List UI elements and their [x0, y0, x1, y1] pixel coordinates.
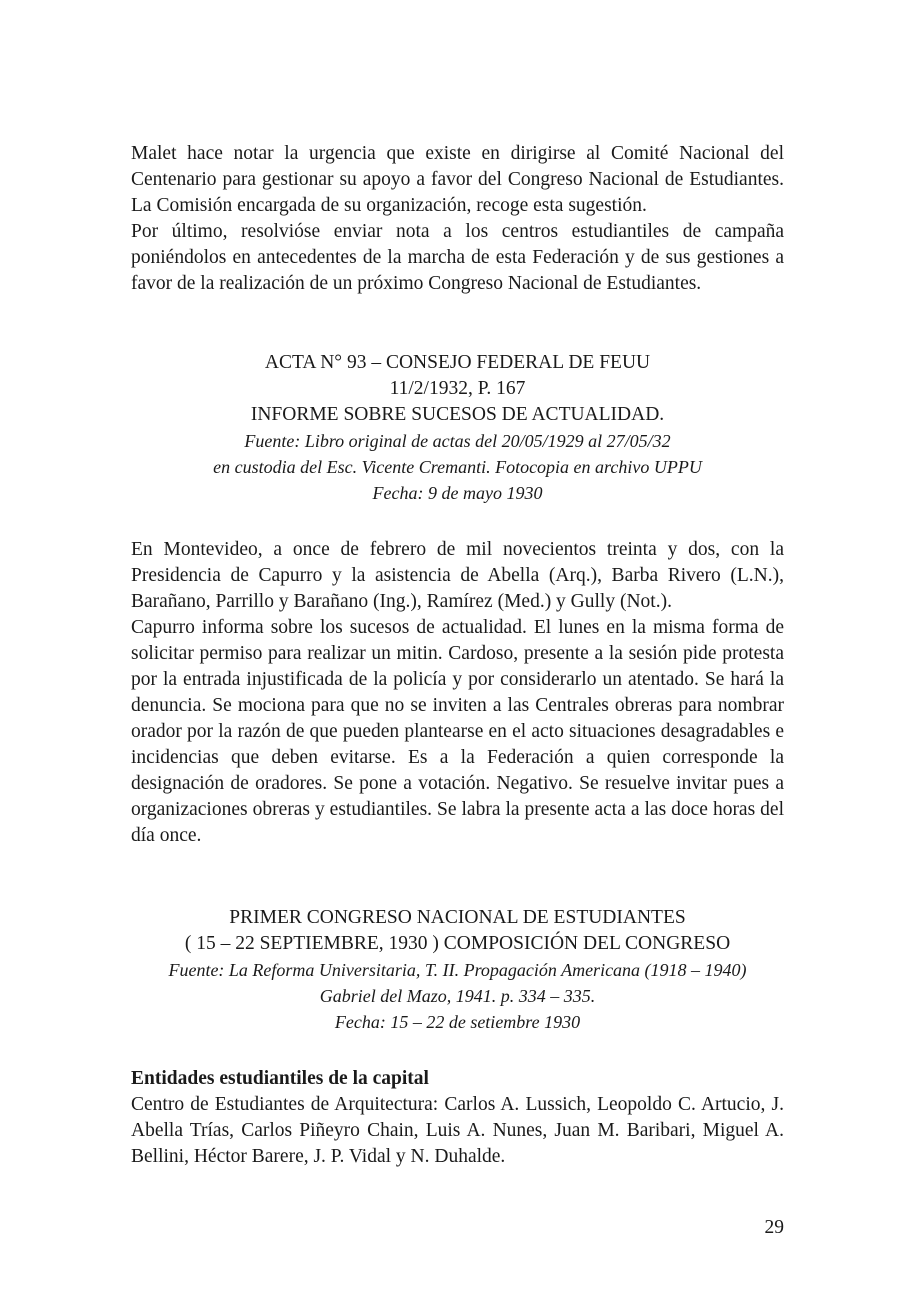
- paragraph-capurro: Capurro informa sobre los sucesos de actualidad. El lunes en la misma forma de solicitar permiso para realizar un mitin. Cardoso, presente a la sesión pide protesta por la entrada injustificada de la policía y por considerarlo un atentado. Se hará la denuncia. Se mociona para que no se inviten a las Centrales obreras para nombrar orador por la razón de que pueden plantearse en el acto situaciones desagradables e incidencias que deben evitarse. Es a la Federación a quien corresponde la designación de oradores. Se pone a votación. Negativo. Se resuelve invitar pues a organizaciones obreras y estudiantiles. Se labra la presente acta a las doce horas del día once.: [131, 617, 784, 846]
- paragraph-ultimo: Por último, resolvióse enviar nota a los centros estudiantiles de campaña poniéndolos en antecedentes de la marcha de esta Federación y de sus gestiones a favor de la realización de un próximo Congreso Nacional de Estudiantes.: [131, 221, 784, 294]
- acta-heading: [131, 350, 784, 506]
- page-number: 29: [764, 1217, 784, 1238]
- paragraph-malet: Malet hace notar la urgencia que existe en dirigirse al Comité Nacional del Centenario para gestionar su apoyo a favor del Congreso Nacional de Estudiantes. La Comisión encargada de su organización, recoge esta sugestión.: [131, 143, 784, 216]
- congreso-subtitle: ( 15 – 22 SEPTIEMBRE, 1930 ) COMPOSICIÓN DEL CONGRESO: [184, 933, 731, 954]
- congreso-source-line-2: Gabriel del Mazo, 1941. p. 334 – 335.: [319, 986, 596, 1006]
- section-intro: [131, 141, 784, 297]
- acta-title: ACTA N° 93 – CONSEJO FEDERAL DE FEUU: [264, 352, 651, 373]
- acta-subject: INFORME SOBRE SUCESOS DE ACTUALIDAD.: [250, 404, 665, 425]
- congreso-title: PRIMER CONGRESO NACIONAL DE ESTUDIANTES: [229, 907, 686, 928]
- section-entidades: [131, 1066, 784, 1170]
- congreso-fecha: Fecha: 15 – 22 de setiembre 1930: [334, 1012, 581, 1032]
- section-acta-body: [131, 537, 784, 849]
- entidades-heading: Entidades estudiantiles de la capital: [131, 1068, 429, 1089]
- acta-source-line-1: Fuente: Libro original de actas del 20/05/1929 al 27/05/32: [244, 431, 671, 451]
- congreso-heading: [131, 905, 784, 1035]
- acta-source-line-2: en custodia del Esc. Vicente Cremanti. Fotocopia en archivo UPPU: [213, 457, 702, 477]
- acta-date-page: 11/2/1932, P. 167: [389, 378, 526, 399]
- paragraph-montevideo: En Montevideo, a once de febrero de mil novecientos treinta y dos, con la Presidencia de Capurro y la asistencia de Abella (Arq.), Barba Rivero (L.N.), Barañano, Parrillo y Barañano (Ing.), Ramírez (Med.) y Gully (Not.).: [131, 539, 784, 612]
- acta-fecha: Fecha: 9 de mayo 1930: [372, 483, 543, 503]
- congreso-source-line-1: Fuente: La Reforma Universitaria, T. II. Propagación Americana (1918 – 1940): [168, 960, 747, 980]
- paragraph-arquitectura: Centro de Estudiantes de Arquitectura: Carlos A. Lussich, Leopoldo C. Artucio, J. Abella Trías, Carlos Piñeyro Chain, Luis A. Nunes, Juan M. Baribari, Miguel A. Bellini, Héctor Barere, J. P. Vidal y N. Duhalde.: [131, 1094, 784, 1167]
